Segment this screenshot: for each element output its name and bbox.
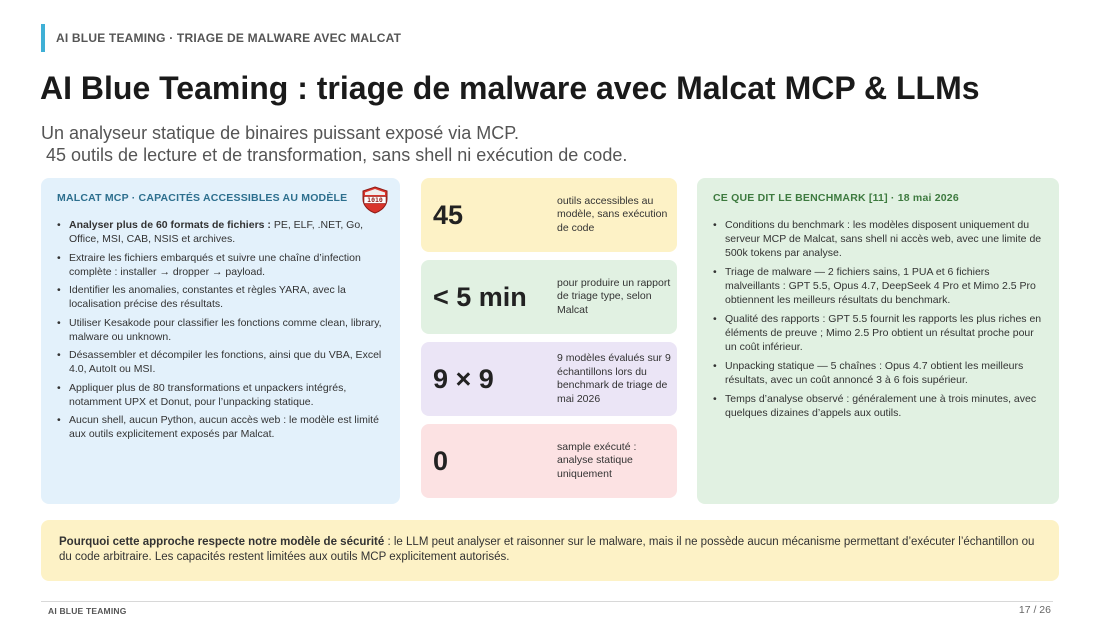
footer-label: AI BLUE TEAMING [48,606,127,616]
stat-value: 9 × 9 [433,363,494,394]
callout-bold: Pourquoi cette approche respecte notre modèle de sécurité [59,536,385,548]
stat-value: 45 [433,199,464,230]
stat-description: sample exécuté : analyse statique uniquement [557,440,637,480]
stat-description: outils accessibles au modèle, sans exécution de code [557,194,668,234]
capability-item: • Extraire les fichiers embarqués et suivre une chaîne d’infection complète : installer → dropper → payload. [57,251,384,279]
capabilities-heading: MALCAT MCP · CAPACITÉS ACCESSIBLES AU MODÈLE [57,192,348,204]
capability-item: • Aucun shell, aucun Python, aucun accès web : le modèle est limité aux outils explicitement exposés par Malcat. [57,413,384,441]
kicker-text: AI BLUE TEAMING · TRIAGE DE MALWARE AVEC MALCAT [56,31,402,45]
subtitle-line-1: Un analyseur statique de binaires puissant exposé via MCP. [41,123,519,143]
benchmark-card [697,178,1059,504]
capability-item: • Désassembler et décompiler les fonctions, ainsi que du VBA, Excel 4.0, AutoIt ou MSI. [57,348,384,376]
benchmark-item: • Unpacking statique — 5 chaînes : Opus 4.7 obtient les meilleurs résultats, avec un coût annoncé 3 à 6 fois supérieur. [713,359,1043,387]
page-title: AI Blue Teaming : triage de malware avec Malcat MCP & LLMs [40,70,980,106]
stat-card-models [421,342,677,416]
capabilities-card [41,178,400,504]
section-kicker [41,24,401,52]
page-number: 17 / 26 [1018,604,1051,616]
benchmark-item: • Temps d’analyse observé : généralement une à trois minutes, avec quelques dizaines d’appels aux outils. [713,392,1043,420]
stat-card-tools [421,178,677,252]
benchmark-item: • Conditions du benchmark : les modèles disposent uniquement du serveur MCP de Malcat, sans shell ni accès web, avec une limite de 500k tokens par analyse. [713,218,1043,260]
capability-item: • Appliquer plus de 80 transformations et unpackers intégrés, notamment UPX et Donut, pour l’unpacking statique. [57,381,384,409]
capabilities-list [57,218,384,441]
capability-item: • Utiliser Kesakode pour classifier les fonctions comme clean, library, malware ou unknown. [57,316,384,344]
shield-binary-icon [361,186,389,214]
footer-divider [41,601,1053,602]
stat-card-executed [421,424,677,498]
stat-description: pour produire un rapport de triage type, selon Malcat [557,276,671,316]
stat-description: 9 modèles évalués sur 9 échantillons lors du benchmark de triage de mai 2026 [557,352,671,405]
shield-binary-text: 1010 [367,196,383,205]
capability-item: • Identifier les anomalies, constantes et règles YARA, avec la localisation précise des résultats. [57,283,384,311]
benchmark-item: • Qualité des rapports : GPT 5.5 fournit les rapports les plus riches en éléments de preuve ; Mimo 2.5 Pro obtient un résultat proche pour un coût inférieur. [713,312,1043,354]
page-subtitle [41,122,627,166]
stat-card-time [421,260,677,334]
subtitle-line-2: 45 outils de lecture et de transformation, sans shell ni exécution de code. [41,145,628,165]
benchmark-list [713,218,1043,420]
stat-value: 0 [433,445,449,476]
benchmark-heading: CE QUE DIT LE BENCHMARK [11] · 18 mai 2026 [713,192,959,204]
capability-item: • Analyser plus de 60 formats de fichiers : PE, ELF, .NET, Go, Office, MSI, CAB, NSIS et archives. [57,218,384,246]
benchmark-item: • Triage de malware — 2 fichiers sains, 1 PUA et 6 fichiers malveillants : GPT 5.5, Opus 4.7, DeepSeek 4 Pro et Mimo 2.5 Pro obtiennent les meilleurs résultats du benchmark. [713,265,1043,307]
callout-text: : le LLM peut analyser et raisonner sur le malware, mais il ne possède aucun mécanisme permettant d’exécuter l’échantillon ou du code arbitraire. Les capacités restent limitées aux outils MCP explicitement autorisés. [59,536,1035,563]
security-callout [41,520,1059,581]
stat-value: < 5 min [433,281,527,312]
